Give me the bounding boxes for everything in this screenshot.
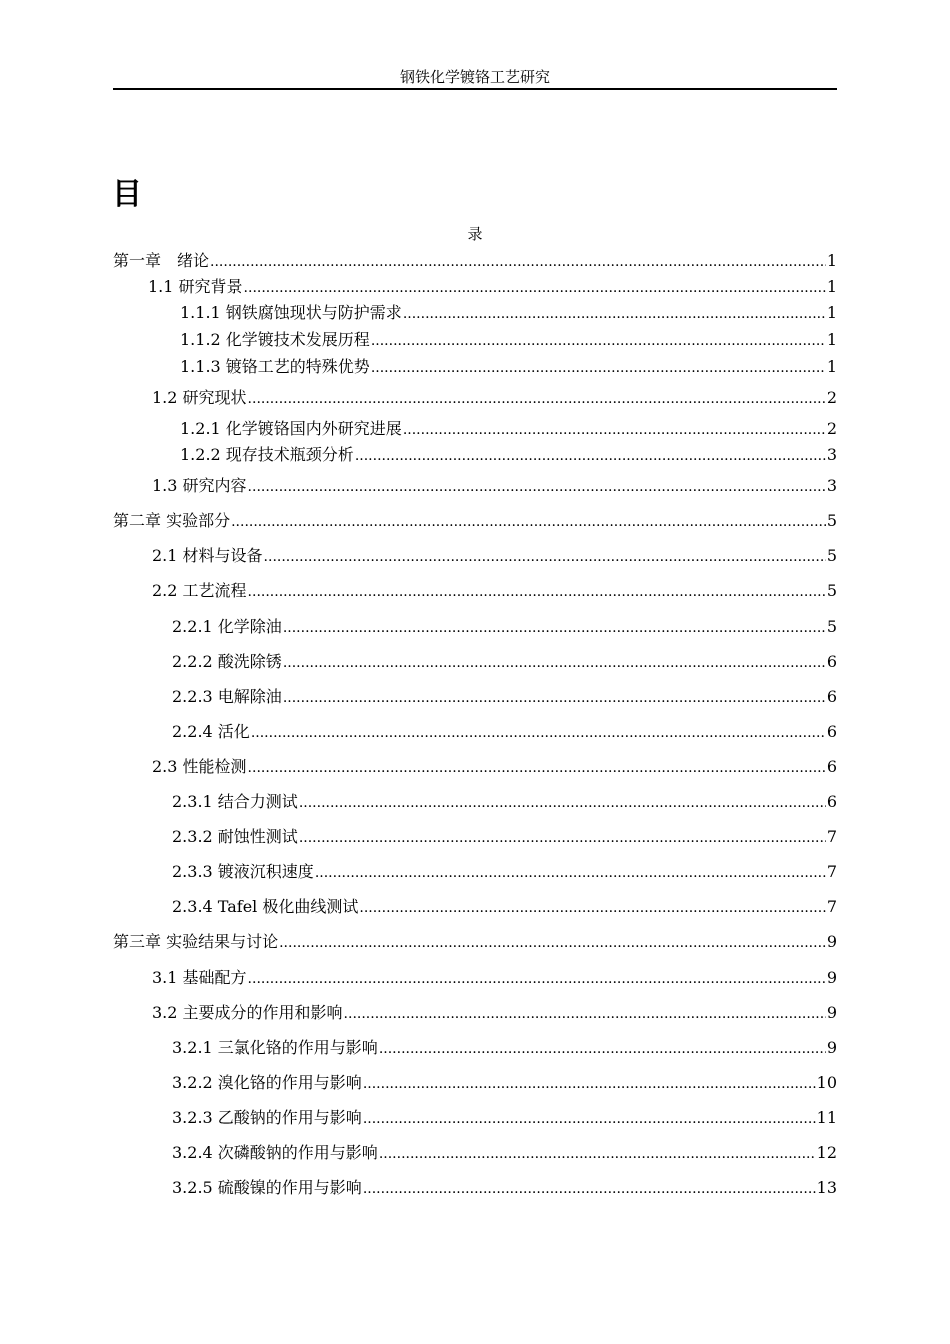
toc-entry-3-1[interactable]: 3.1 基础配方 ..... 9 — [152, 967, 837, 990]
toc-entry-2-2-4[interactable]: 2.2.4 活化 ..... 6 — [172, 721, 837, 744]
toc-entry-3-2-3[interactable]: 3.2.3 乙酸钠的作用与影响 ..... 11 — [172, 1107, 837, 1130]
dot-leader — [248, 476, 826, 498]
dot-leader — [344, 1003, 826, 1025]
dot-leader — [363, 1108, 816, 1130]
toc-entry-3-2[interactable]: 3.2 主要成分的作用和影响 ..... 9 — [152, 1002, 837, 1025]
dot-leader — [363, 1073, 816, 1095]
toc-entry-3-2-2[interactable]: 3.2.2 溴化铬的作用与影响 ..... 10 — [172, 1072, 837, 1095]
dot-leader — [231, 511, 826, 533]
toc-heading-part1: 目 — [112, 177, 142, 212]
toc-entry-2-3[interactable]: 2.3 性能检测 ..... 6 — [152, 756, 837, 779]
dot-leader — [283, 687, 826, 709]
toc-entry-2-1[interactable]: 2.1 材料与设备 ..... 5 — [152, 545, 837, 568]
dot-leader — [299, 792, 826, 814]
header-divider — [113, 88, 837, 90]
toc-entry-1-2[interactable]: 1.2 研究现状 ..... 2 — [152, 387, 837, 410]
toc-entry-3-2-1[interactable]: 3.2.1 三氯化铬的作用与影响 ..... 9 — [172, 1037, 837, 1060]
toc-entry-2-3-1[interactable]: 2.3.1 结合力测试 ..... 6 — [172, 791, 837, 814]
running-header: 钢铁化学镀铬工艺研究 — [399, 68, 550, 86]
toc-entry-1-2-1[interactable]: 1.2.1 化学镀铬国内外研究进展 ..... 2 — [180, 418, 837, 441]
toc-entry-chapter-2[interactable]: 第二章 实验部分 ..... 5 — [113, 510, 837, 533]
toc-entry-1-2-2[interactable]: 1.2.2 现存技术瓶颈分析 ..... 3 — [180, 444, 837, 467]
dot-leader — [264, 546, 826, 568]
toc-entry-1-1-3[interactable]: 1.1.3 镀铬工艺的特殊优势 ..... 1 — [180, 356, 837, 379]
dot-leader — [248, 757, 826, 779]
dot-leader — [315, 862, 826, 884]
toc-entry-chapter-1[interactable]: 第一章 绪论 ..... 1 — [113, 250, 837, 273]
dot-leader — [248, 581, 826, 603]
dot-leader — [244, 277, 826, 299]
dot-leader — [248, 388, 826, 410]
toc-entry-1-1-2[interactable]: 1.1.2 化学镀技术发展历程 ..... 1 — [180, 329, 837, 352]
dot-leader — [379, 1038, 826, 1060]
dot-leader — [403, 419, 826, 441]
toc-entry-2-2[interactable]: 2.2 工艺流程 ..... 5 — [152, 580, 837, 603]
toc-entry-2-3-3[interactable]: 2.3.3 镀液沉积速度 ..... 7 — [172, 861, 837, 884]
dot-leader — [371, 357, 826, 379]
dot-leader — [248, 968, 826, 990]
toc-entry-2-2-3[interactable]: 2.2.3 电解除油 ..... 6 — [172, 686, 837, 709]
dot-leader — [371, 330, 826, 352]
toc-entry-2-2-1[interactable]: 2.2.1 化学除油 ..... 5 — [172, 616, 837, 639]
toc-entry-1-3[interactable]: 1.3 研究内容 ..... 3 — [152, 475, 837, 498]
dot-leader — [279, 932, 826, 954]
dot-leader — [403, 303, 826, 325]
dot-leader — [283, 652, 826, 674]
dot-leader — [299, 827, 826, 849]
toc-entry-1-1[interactable]: 1.1 研究背景 ..... 1 — [148, 276, 837, 299]
dot-leader — [363, 1178, 816, 1200]
dot-leader — [251, 722, 826, 744]
toc-entry-1-1-1[interactable]: 1.1.1 钢铁腐蚀现状与防护需求 ..... 1 — [180, 302, 837, 325]
toc-entry-3-2-4[interactable]: 3.2.4 次磷酸钠的作用与影响 ..... 12 — [172, 1142, 837, 1165]
toc-entry-2-3-4[interactable]: 2.3.4 Tafel 极化曲线测试 ..... 7 — [172, 896, 837, 919]
toc-entry-3-2-5[interactable]: 3.2.5 硫酸镍的作用与影响 ..... 13 — [172, 1177, 837, 1200]
dot-leader — [210, 251, 826, 273]
dot-leader — [359, 897, 825, 919]
toc-entry-2-2-2[interactable]: 2.2.2 酸洗除锈 ..... 6 — [172, 651, 837, 674]
dot-leader — [283, 617, 826, 639]
toc-entry-2-3-2[interactable]: 2.3.2 耐蚀性测试 ..... 7 — [172, 826, 837, 849]
toc-entry-chapter-3[interactable]: 第三章 实验结果与讨论 ..... 9 — [113, 931, 837, 954]
toc-heading-part2: 录 — [467, 225, 483, 243]
dot-leader — [355, 445, 826, 467]
dot-leader — [379, 1143, 816, 1165]
